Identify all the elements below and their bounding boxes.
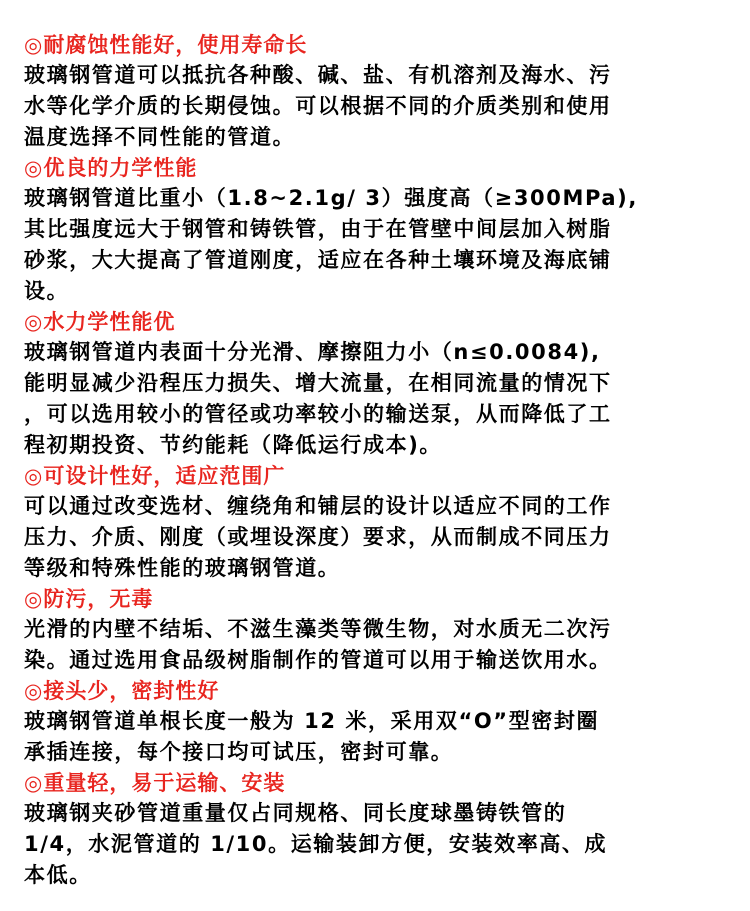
section-heading: ◎可设计性好，适应范围广 [24, 464, 286, 488]
paragraph-line: 压力、介质、刚度（或埋设深度）要求，从而制成不同压力 [24, 525, 612, 549]
paragraph-line: 程初期投资、节约能耗（降低运行成本)。 [24, 433, 442, 457]
paragraph-line: 1/4，水泥管道的 1/10。运输装卸方便，安装效率高、成 [24, 832, 608, 856]
paragraph-line: 水等化学介质的长期侵蚀。可以根据不同的介质类别和使用 [24, 94, 612, 118]
paragraph-line: 温度选择不同性能的管道。 [24, 125, 296, 149]
section-sealing [24, 676, 726, 768]
paragraph-line: 能明显减少沿程压力损失、增大流量，在相同流量的情况下 [24, 371, 612, 395]
section-corrosion-resistance [24, 30, 726, 153]
paragraph-line: 承插连接，每个接口均可试压，密封可靠。 [24, 740, 454, 764]
section-heading: ◎水力学性能优 [24, 310, 176, 334]
paragraph-line: 玻璃钢管道单根长度一般为 12 米，采用双“O”型密封圈 [24, 709, 600, 733]
paragraph-line: 设。 [24, 279, 70, 303]
section-heading: ◎防污，无毒 [24, 587, 154, 611]
paragraph-line: 玻璃钢管道可以抵抗各种酸、碱、盐、有机溶剂及海水、污 [24, 63, 612, 87]
section-designability [24, 461, 726, 584]
paragraph-line: 玻璃钢管道比重小（1.8~2.1g/ 3）强度高（≥300MPa), [24, 186, 638, 210]
paragraph-line: 其比强度远大于钢管和铸铁管，由于在管壁中间层加入树脂 [24, 217, 612, 241]
paragraph-line: 本低。 [24, 863, 92, 887]
paragraph-line: 砂浆，大大提高了管道刚度，适应在各种土壤环境及海底铺 [24, 248, 612, 272]
paragraph-line: 可以通过改变选材、缠绕角和铺层的设计以适应不同的工作 [24, 494, 612, 518]
paragraph-line: 玻璃钢管道内表面十分光滑、摩擦阻力小（n≤0.0084), [24, 340, 601, 364]
paragraph-line: 染。通过选用食品级树脂制作的管道可以用于输送饮用水。 [24, 648, 612, 672]
section-heading: ◎优良的力学性能 [24, 156, 198, 180]
section-hydraulic-properties [24, 307, 726, 461]
section-heading: ◎耐腐蚀性能好，使用寿命长 [24, 33, 308, 57]
section-antifouling [24, 584, 726, 676]
section-mechanical-properties [24, 153, 726, 307]
paragraph-line: 光滑的内壁不结垢、不滋生藻类等微生物，对水质无二次污 [24, 617, 612, 641]
section-heading: ◎重量轻，易于运输、安装 [24, 771, 286, 795]
paragraph-line: ，可以选用较小的管径或功率较小的输送泵，从而降低了工 [24, 402, 612, 426]
paragraph-line: 等级和特殊性能的玻璃钢管道。 [24, 556, 341, 580]
section-heading: ◎接头少，密封性好 [24, 679, 220, 703]
section-lightweight [24, 768, 726, 891]
paragraph-line: 玻璃钢夹砂管道重量仅占同规格、同长度球墨铸铁管的 [24, 801, 567, 825]
